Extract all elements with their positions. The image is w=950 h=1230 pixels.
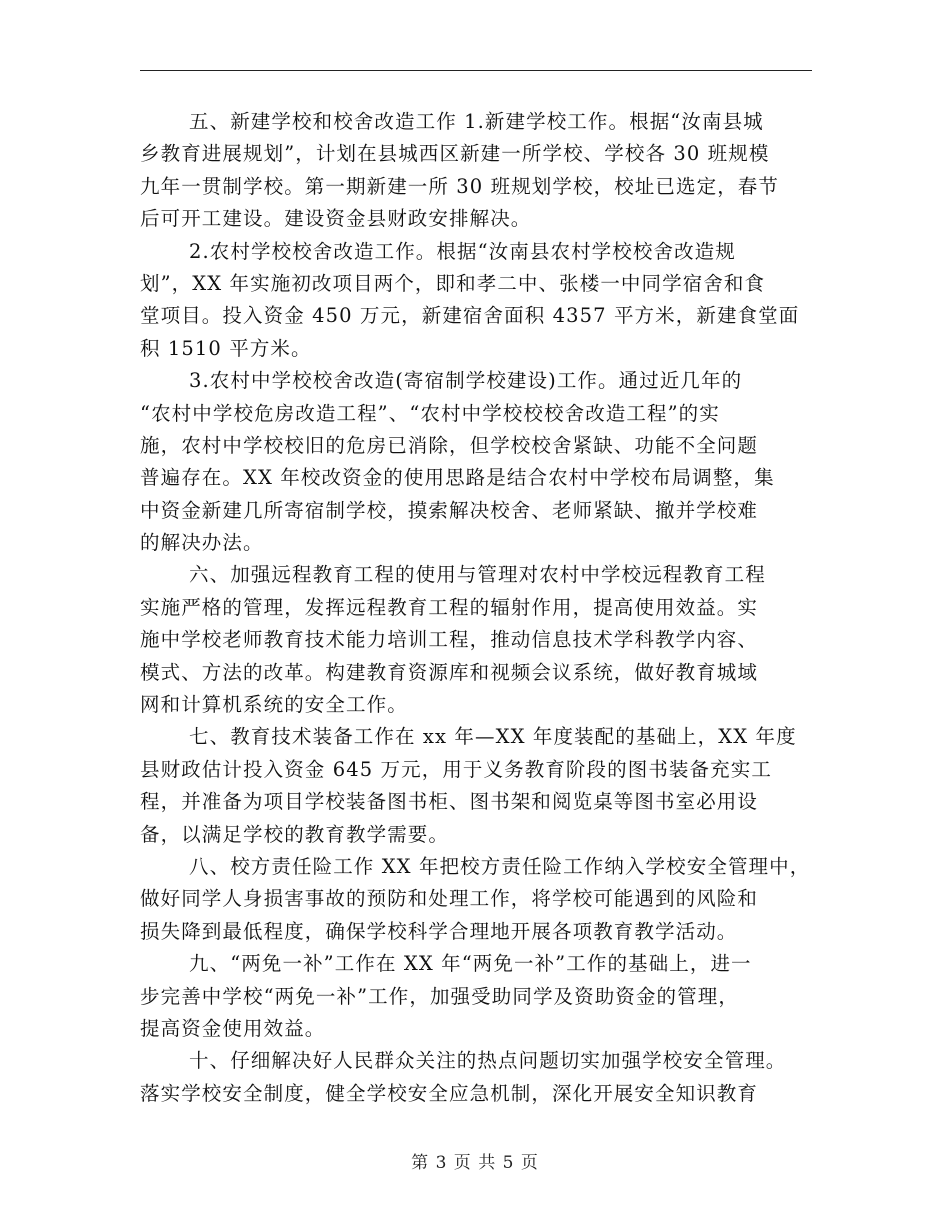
text-line: 后可开工建设。建设资金县财政安排解决。	[140, 207, 532, 231]
text-line: 落实学校安全制度，健全学校安全应急机制，深化开展安全知识教育	[140, 1081, 759, 1105]
text-line: 九、“两免一补”工作在 XX 年“两免一补”工作的基础上，进一	[189, 952, 752, 976]
text-line: “农村中学校危房改造工程”、“农村中学校校校舍改造工程”的实	[140, 401, 720, 425]
text-line: 程，并准备为项目学校装备图书柜、图书架和阅览桌等图书室必用设	[140, 790, 759, 814]
text-line: 网和计算机系统的安全工作。	[140, 693, 408, 717]
header-rule	[140, 70, 812, 71]
text-line: 十、仔细解决好人民群众关注的热点问题切实加强学校安全管理。	[189, 1049, 787, 1073]
text-line: 提高资金使用效益。	[140, 1016, 326, 1040]
text-line: 八、校方责任险工作 XX 年把校方责任险工作纳入学校安全管理中，	[189, 854, 811, 878]
text-line: 施，农村中学校校旧的危房已消除，但学校校舍紧缺、功能不全问题	[140, 433, 759, 457]
page-footer: 第 3 页 共 5 页	[411, 1153, 539, 1173]
text-line: 积 1510 平方米。	[140, 336, 312, 360]
text-line: 2.农村学校校舍改造工作。根据“汝南县农村学校校舍改造规	[189, 239, 736, 263]
text-line: 步完善中学校“两免一补”工作，加强受助同学及资助资金的管理，	[140, 984, 739, 1008]
text-line: 3.农村中学校校舍改造(寄宿制学校建设)工作。通过近几年的	[189, 369, 743, 393]
text-line: 的解决办法。	[140, 531, 264, 555]
text-line: 普遍存在。XX 年校改资金的使用思路是结合农村中学校布局调整，集	[140, 466, 775, 490]
text-line: 做好同学人身损害事故的预防和处理工作，将学校可能遇到的风险和	[140, 887, 759, 911]
text-line: 中资金新建几所寄宿制学校，摸索解决校舍、老师紧缺、撤并学校难	[140, 498, 759, 522]
text-line: 模式、方法的改革。构建教育资源库和视频会议系统，做好教育城域	[140, 660, 759, 684]
text-line: 七、教育技术装备工作在 xx 年—XX 年度装配的基础上，XX 年度	[189, 725, 797, 749]
text-line: 实施严格的管理，发挥远程教育工程的辐射作用，提高使用效益。实	[140, 595, 759, 619]
text-line: 六、加强远程教育工程的使用与管理对农村中学校远程教育工程	[189, 563, 766, 587]
text-line: 备，以满足学校的教育教学需要。	[140, 822, 450, 846]
text-line: 损失降到最低程度，确保学校科学合理地开展各项教育教学活动。	[140, 919, 738, 943]
text-line: 九年一贯制学校。第一期新建一所 30 班规划学校，校址已选定，春节	[140, 174, 780, 198]
text-line: 乡教育进展规划”，计划在县城西区新建一所学校、学校各 30 班规模	[140, 142, 770, 166]
text-line: 堂项目。投入资金 450 万元，新建宿舍面积 4357 平方米，新建食堂面	[140, 304, 800, 328]
text-line: 施中学校老师教育技术能力培训工程，推动信息技术学科教学内容、	[140, 628, 759, 652]
text-line: 划”，XX 年实施初改项目两个，即和孝二中、张楼一中同学宿舍和食	[140, 271, 766, 295]
text-line: 县财政估计投入资金 645 万元，用于义务教育阶段的图书装备充实工	[140, 757, 772, 781]
text-line: 五、新建学校和校舍改造工作 1.新建学校工作。根据“汝南县城	[189, 110, 764, 133]
document-body	[140, 106, 820, 1110]
